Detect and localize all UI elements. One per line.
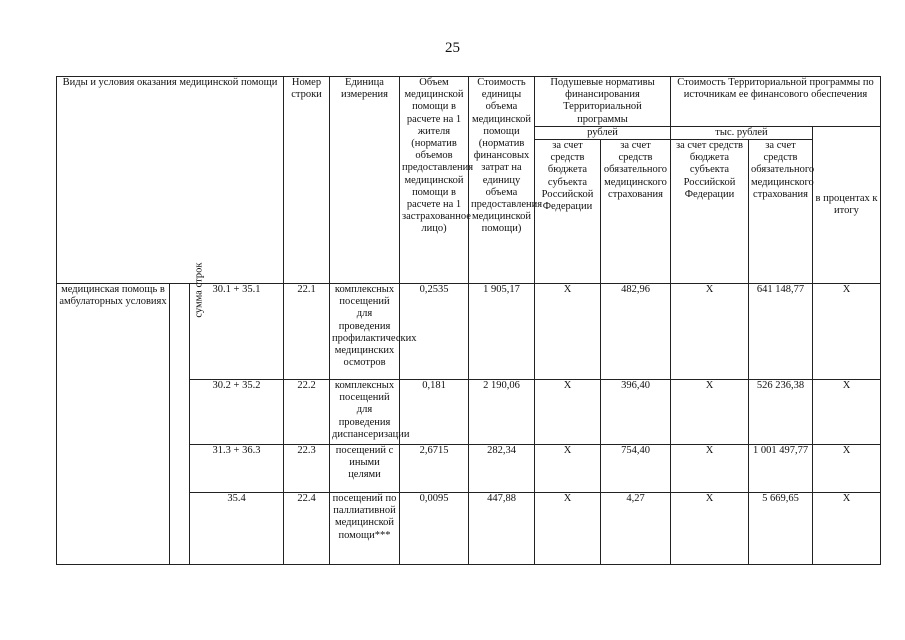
header-row-number: Номер строки: [284, 77, 330, 284]
section-label: медицинская помощь в амбулаторных условиях: [57, 284, 170, 565]
row-sum: 30.1 + 35.1: [190, 284, 284, 380]
row-percent: X: [813, 380, 881, 445]
row-unit: комплексных посещений для проведения профилактических медицинских осмотров: [330, 284, 400, 380]
table-row: [57, 284, 881, 380]
header-types: Виды и условия оказания медицинской помощи: [57, 77, 284, 284]
row-sum: 31.3 + 36.3: [190, 445, 284, 493]
row-sum: 30.2 + 35.2: [190, 380, 284, 445]
header-unit-thousand-rubles: тыс. рублей: [671, 126, 813, 139]
row-budget-th: X: [671, 284, 749, 380]
row-cost: 1 905,17: [469, 284, 535, 380]
header-budget-rub: за счет средств бюджета субъекта Российской Федерации: [535, 140, 601, 284]
row-unit: посещений по паллиативной медицинской помощи***: [330, 493, 400, 565]
row-budget-th: X: [671, 493, 749, 565]
row-oms-th: 1 001 497,77: [749, 445, 813, 493]
row-budget-rub: X: [535, 493, 601, 565]
row-budget-rub: X: [535, 445, 601, 493]
header-budget-th: за счет средств бюджета субъекта Российской Федерации: [671, 140, 749, 284]
row-oms-rub: 482,96: [601, 284, 671, 380]
header-unit: Единица измерения: [330, 77, 400, 284]
header-percent: в процентах к итогу: [813, 126, 881, 283]
row-oms-th: 5 669,65: [749, 493, 813, 565]
header-oms-rub: за счет средств обязательного медицинского страхования: [601, 140, 671, 284]
medical-care-table: [56, 76, 881, 565]
row-volume: 0,0095: [400, 493, 469, 565]
row-cost: 2 190,06: [469, 380, 535, 445]
row-sum: 35.4: [190, 493, 284, 565]
row-percent: X: [813, 284, 881, 380]
vertical-label: сумма строк: [193, 262, 205, 318]
row-number: 22.2: [284, 380, 330, 445]
row-volume: 0,2535: [400, 284, 469, 380]
row-oms-th: 641 148,77: [749, 284, 813, 380]
header-program-cost: Стоимость Территориальной программы по источникам ее финансового обеспечения: [671, 77, 881, 127]
row-number: 22.1: [284, 284, 330, 380]
row-percent: X: [813, 445, 881, 493]
row-budget-th: X: [671, 445, 749, 493]
row-budget-rub: X: [535, 380, 601, 445]
row-unit: комплексных посещений для проведения диспансеризации: [330, 380, 400, 445]
row-oms-th: 526 236,38: [749, 380, 813, 445]
row-number: 22.4: [284, 493, 330, 565]
header-volume: Объем медицинской помощи в расчете на 1 жителя (норматив объемов предоставления медицинской помощи в расчете на 1 застрахованное лицо): [400, 77, 469, 284]
row-oms-rub: 754,40: [601, 445, 671, 493]
header-cost: Стоимость единицы объема медицинской помощи (норматив финансовых затрат на единицу объема предоставления медицинской помощи): [469, 77, 535, 284]
row-unit: посещений с иными целями: [330, 445, 400, 493]
vertical-label-cell: [170, 262, 205, 565]
row-budget-th: X: [671, 380, 749, 445]
row-budget-rub: X: [535, 284, 601, 380]
row-cost: 282,34: [469, 445, 535, 493]
page-number: 25: [445, 40, 460, 56]
row-oms-rub: 4,27: [601, 493, 671, 565]
header-unit-rubles: рублей: [535, 126, 671, 139]
row-volume: 0,181: [400, 380, 469, 445]
header-oms-th: за счет средств обязательного медицинского страхования: [749, 140, 813, 284]
row-number: 22.3: [284, 445, 330, 493]
row-oms-rub: 396,40: [601, 380, 671, 445]
row-percent: X: [813, 493, 881, 565]
header-per-capita: Подушевые нормативы финансирования Территориальной программы: [535, 77, 671, 127]
row-cost: 447,88: [469, 493, 535, 565]
row-volume: 2,6715: [400, 445, 469, 493]
